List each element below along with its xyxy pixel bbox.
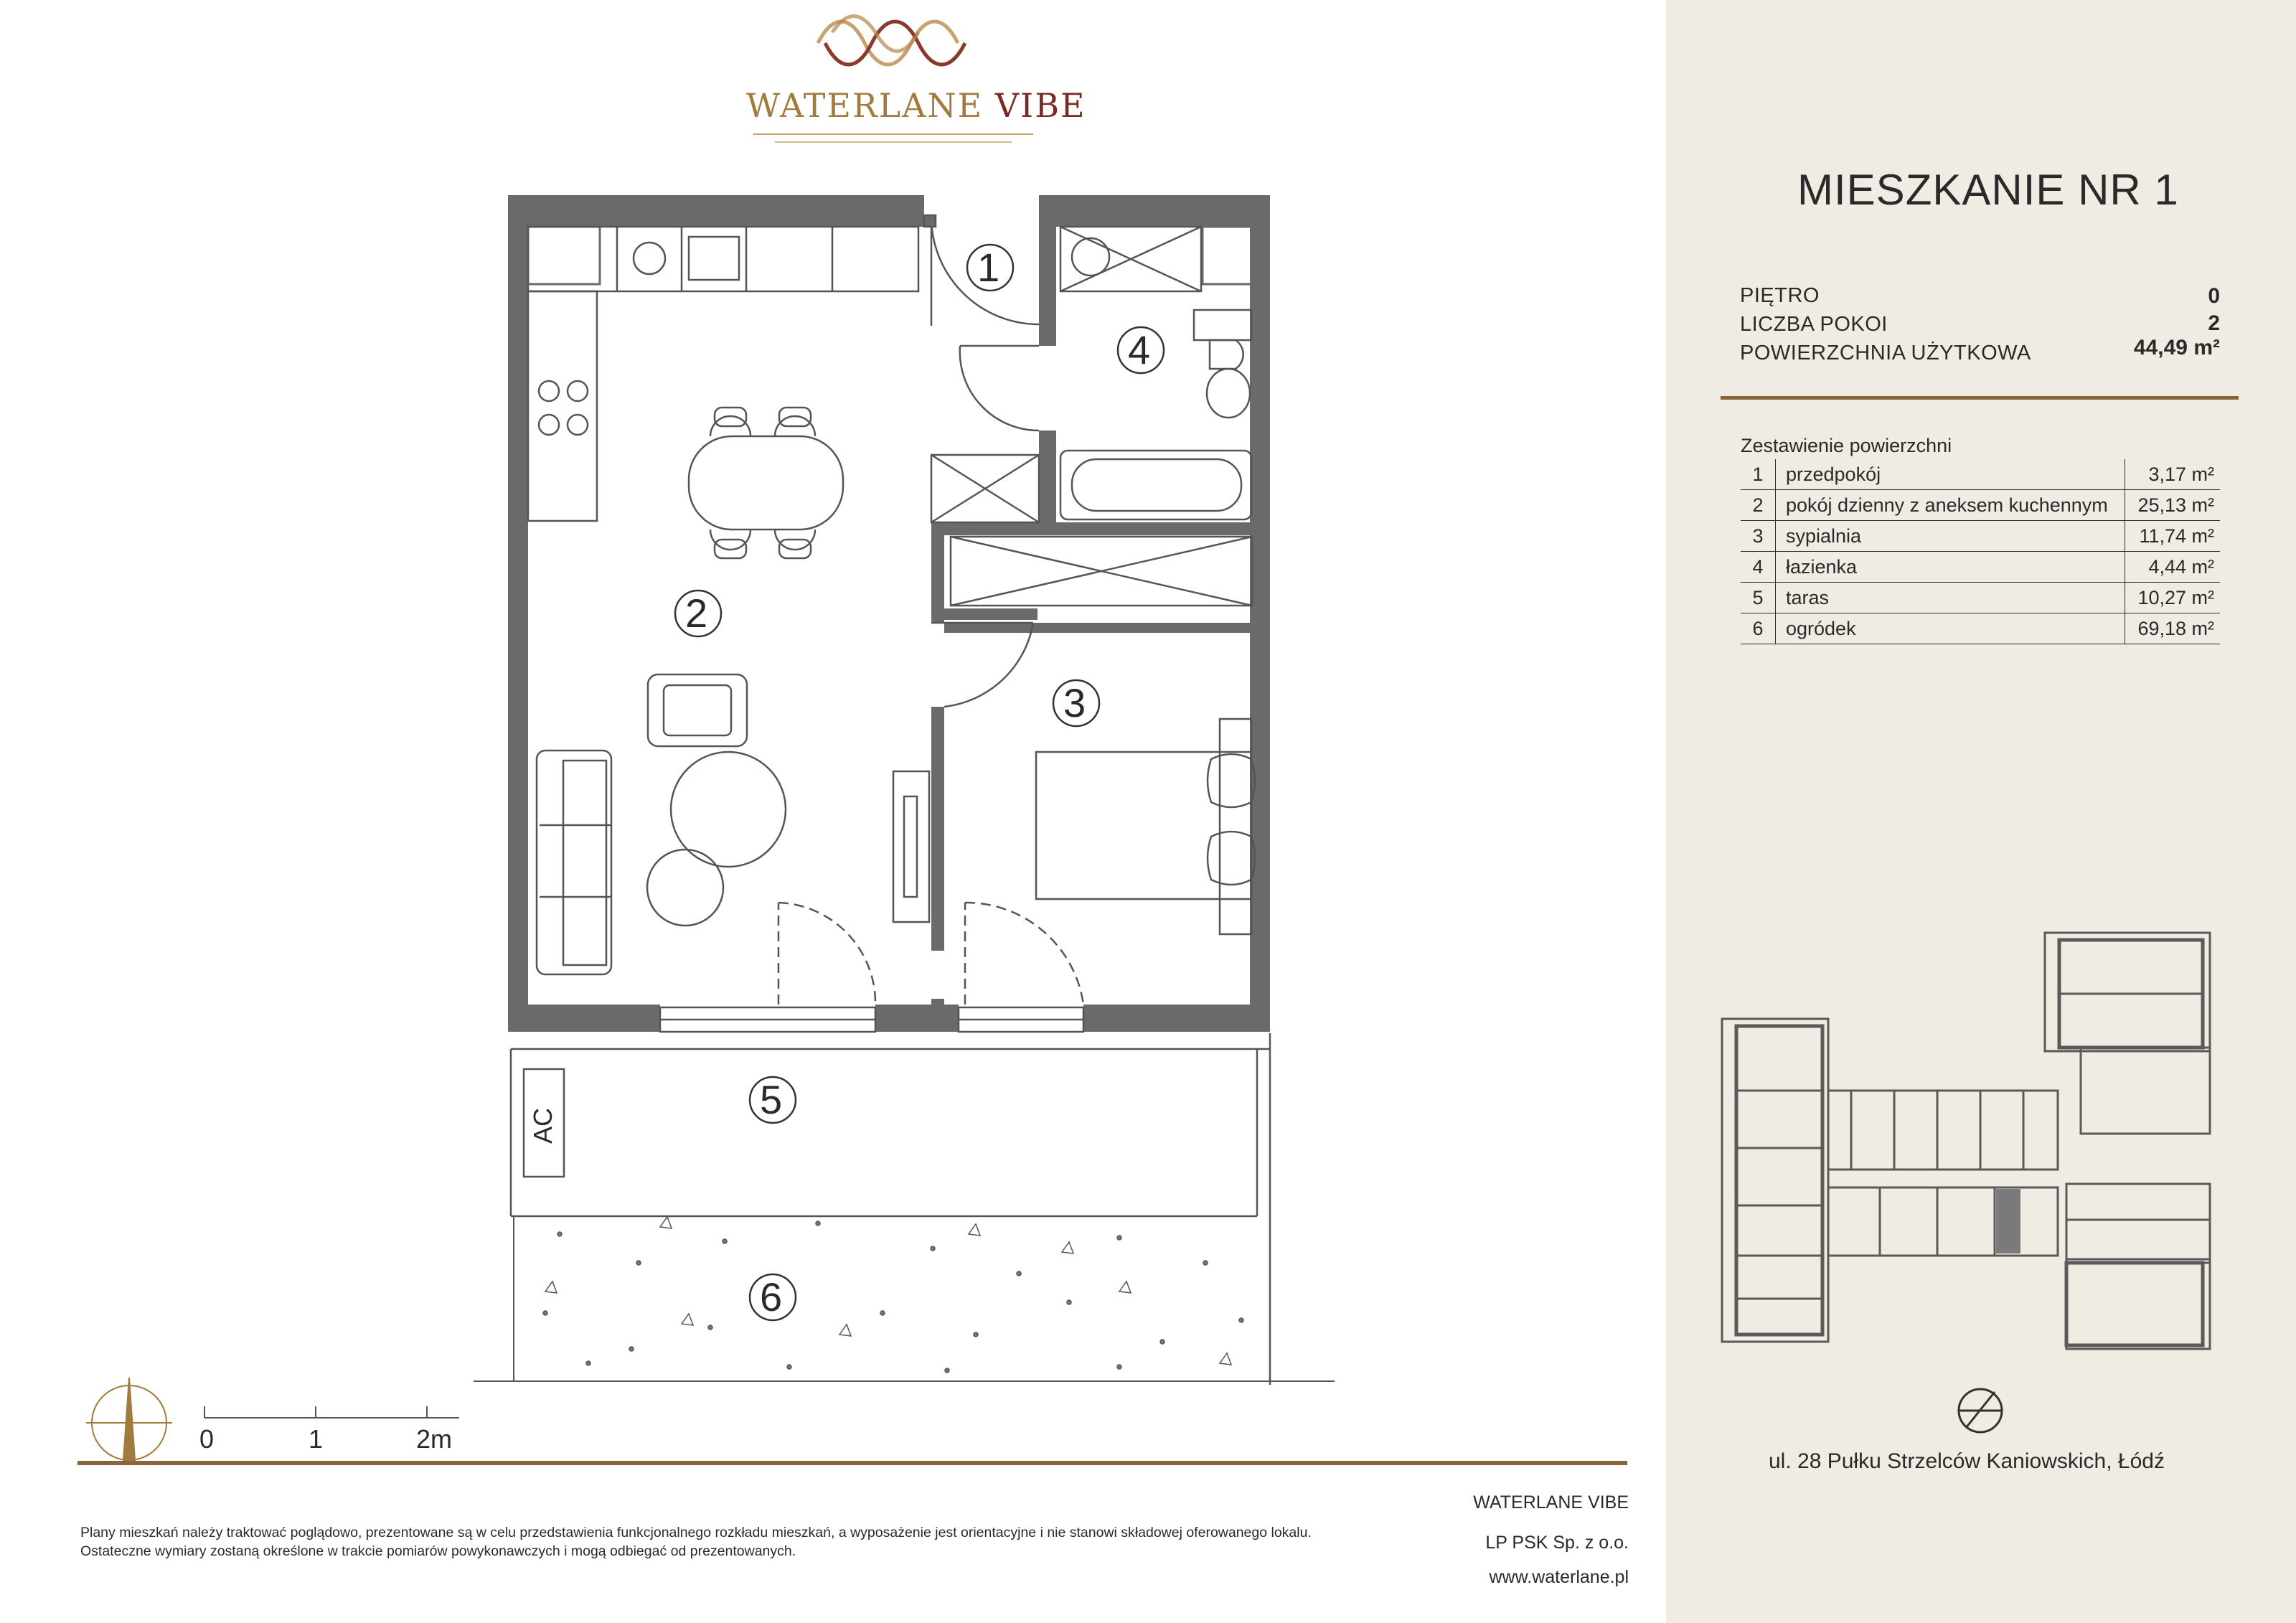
room-number-2: 2 [685, 591, 708, 636]
row-name: sypialnia [1776, 521, 2125, 552]
garden [474, 1216, 1335, 1381]
row-area: 69,18 m² [2125, 613, 2221, 644]
table-row [1741, 583, 2220, 613]
room-number-4: 4 [1128, 327, 1151, 372]
row-name: łazienka [1776, 552, 2125, 583]
key-plan-compass-icon [1959, 1389, 2002, 1432]
row-name: przedpokój [1776, 459, 2125, 490]
summary-title: Zestawienie powierzchni [1741, 435, 1952, 456]
building-key-plan [1722, 933, 2210, 1349]
row-num: 3 [1741, 521, 1776, 552]
disclaimer-line-1: Plany mieszkań należy traktować poglądowo, prezentowane są w celu przedstawienia funkcjonalnego rozkładu mieszkań, a wyposażenie jest orientacyjne i nie stanowi składowej oferowanego lokalu. [80, 1525, 1312, 1540]
rooms-label: LICZBA POKOI [1740, 313, 1888, 336]
logo [746, 86, 1086, 125]
row-area: 25,13 m² [2125, 490, 2221, 521]
scale-bar [204, 1406, 459, 1418]
disclaimer-line-2: Ostateczne wymiary zostaną określone w trakcie pomiarów powykonawczych i mogą odbiegać od prezentowanych. [80, 1543, 796, 1559]
row-area: 3,17 m² [2125, 459, 2221, 490]
address: ul. 28 Pułku Strzelców Kaniowskich, Łódź [1769, 1449, 2165, 1473]
row-num: 1 [1741, 459, 1776, 490]
room-number-5: 5 [760, 1077, 783, 1122]
room-number-3: 3 [1063, 680, 1086, 725]
footer-rule [77, 1461, 1627, 1465]
row-num: 6 [1741, 613, 1776, 644]
living-furniture [537, 674, 786, 974]
dining-table [689, 408, 843, 558]
footer-website[interactable]: www.waterlane.pl [1489, 1567, 1629, 1587]
floor-label: PIĘTRO [1740, 284, 1820, 307]
info-rule [1721, 396, 2239, 400]
table-row [1741, 552, 2220, 583]
footer-company: LP PSK Sp. z o.o. [1485, 1533, 1629, 1553]
scale-mark-2: 2m [416, 1424, 453, 1454]
table-row [1741, 613, 2220, 644]
room-number-circles [675, 245, 1164, 1320]
footer-brand: WATERLANE VIBE [1473, 1492, 1629, 1513]
doors [660, 215, 1083, 1032]
row-area: 11,74 m² [2125, 521, 2221, 552]
room-number-6: 6 [760, 1274, 783, 1319]
floor-value: 0 [2208, 284, 2220, 308]
terrace [511, 1033, 1270, 1385]
row-num: 5 [1741, 583, 1776, 613]
room-number-1: 1 [977, 245, 1000, 290]
scale-mark-1: 1 [309, 1424, 324, 1454]
table-row [1741, 521, 2220, 552]
rooms-value: 2 [2208, 311, 2220, 335]
walls [508, 195, 1270, 1032]
north-arrow-icon [86, 1378, 172, 1460]
row-name: ogródek [1776, 613, 2125, 644]
ac-unit-label: AC [528, 1107, 558, 1144]
scale-mark-0: 0 [199, 1424, 215, 1454]
row-area: 10,27 m² [2125, 583, 2221, 613]
apartment-title: MIESZKANIE NR 1 [1797, 166, 2179, 214]
highlighted-apartment [1996, 1189, 2020, 1253]
area-value: 44,49 m² [2133, 336, 2220, 359]
logo-main: WATERLANE [746, 86, 984, 125]
logo-accent: VIBE [994, 86, 1086, 125]
logo-waves-icon [818, 17, 965, 65]
table-row [1741, 459, 2220, 490]
bedroom-furniture [893, 537, 1255, 934]
area-summary-table [1741, 459, 2220, 644]
table-row [1741, 490, 2220, 521]
row-area: 4,44 m² [2125, 552, 2221, 583]
row-name: pokój dzienny z aneksem kuchennym [1776, 490, 2125, 521]
row-num: 2 [1741, 490, 1776, 521]
kitchen-counter [528, 227, 918, 521]
row-name: taras [1776, 583, 2125, 613]
disclaimer [80, 1523, 1444, 1561]
row-num: 4 [1741, 552, 1776, 583]
garden-texture [543, 1217, 1243, 1373]
area-label: POWIERZCHNIA UŻYTKOWA [1740, 342, 2031, 364]
